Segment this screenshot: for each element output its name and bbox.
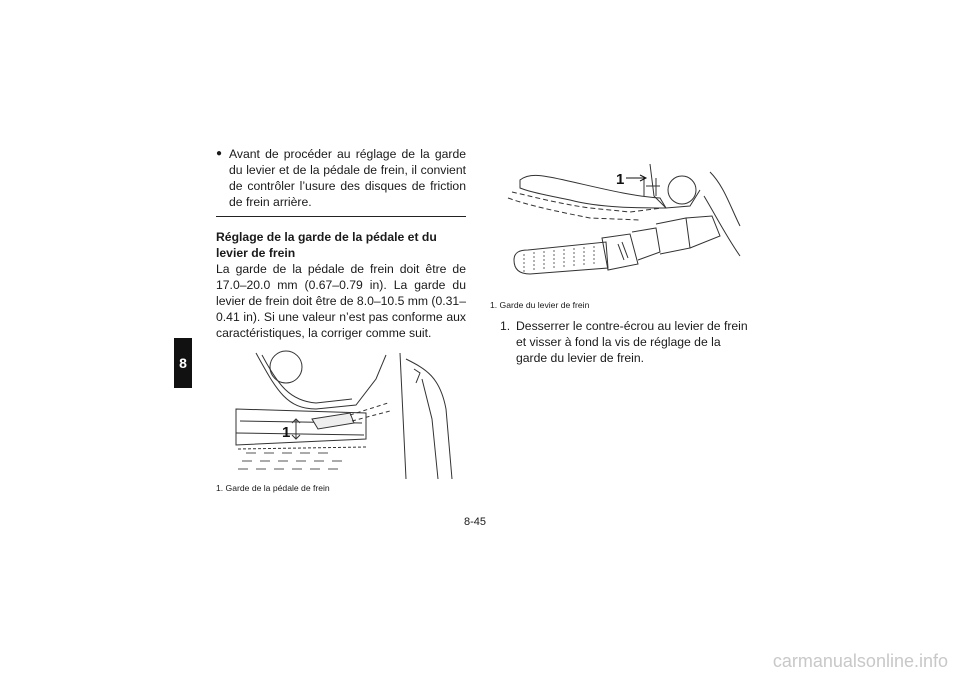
bullet-text: Avant de procéder au réglage de la garde du levier et de la pédale de frein, il convient de contrôler l’usure des disques de friction de frein arrière.: [229, 147, 466, 209]
bullet-note: [216, 146, 466, 210]
lever-callout: 1: [616, 171, 625, 188]
step-1: [500, 318, 752, 366]
divider: [216, 216, 466, 217]
watermark: carmanualsonline.info: [772, 651, 948, 671]
left-column: [216, 146, 466, 494]
pedal-caption: 1. Garde de la pédale de frein: [216, 483, 330, 493]
section-tab: 8: [174, 338, 192, 388]
step-number: 1.: [500, 319, 511, 333]
page-number: 8-45: [464, 516, 487, 528]
lever-dimension-arrow: [626, 175, 646, 181]
pedal-figure: [216, 349, 466, 494]
body-paragraph: La garde de la pédale de frein doit être de 17.0–20.0 mm (0.67–0.79 in). La garde du levier de frein doit être de 8.0–10.5 mm (0.31–0.41 in). Si une valeur n’est pas conforme aux caractéristiques, la corriger comme suit.: [216, 262, 466, 340]
section-heading: Réglage de la garde de la pédale et du levier de frein: [216, 230, 437, 260]
lever-figure: [490, 156, 752, 311]
step-text: Desserrer le contre-écrou au levier de frein et visser à fond la vis de réglage de la garde du levier de frein.: [516, 319, 748, 365]
brake-lever-illustration: [490, 156, 752, 296]
brake-pedal-illustration: [216, 349, 466, 479]
lever-caption: 1. Garde du levier de frein: [490, 300, 590, 310]
bullet-icon: ●: [216, 148, 223, 159]
pedal-callout: 1: [282, 424, 291, 441]
